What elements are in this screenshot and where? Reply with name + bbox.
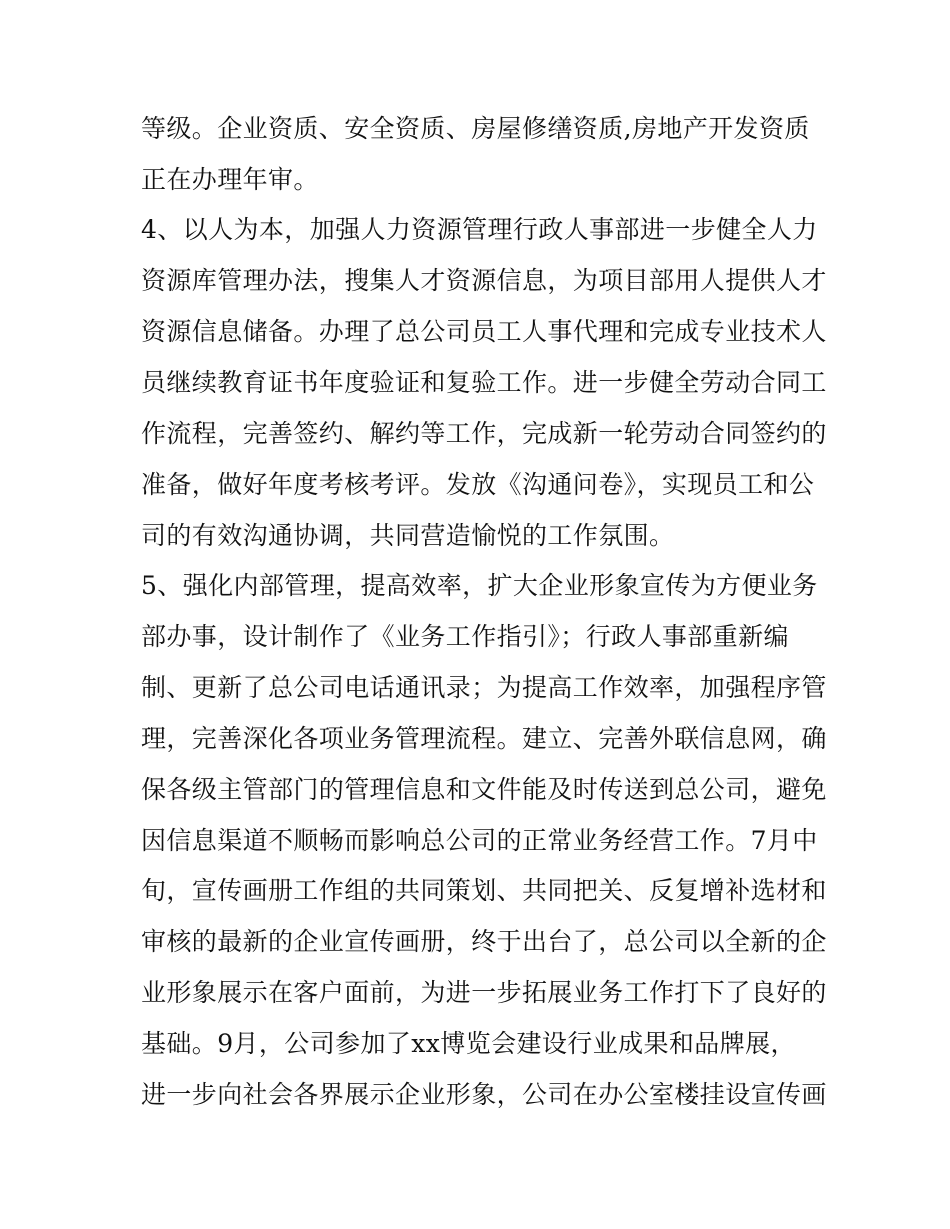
text-line: 进一步向社会各界展示企业形象，公司在办公室楼挂设宣传画 [141, 1080, 827, 1109]
text-line: 正在办理年审。 [141, 165, 319, 194]
text-line: 基础。9月，公司参加了xx博览会建设行业成果和品牌展， [141, 1029, 796, 1058]
text-line: 资源库管理办法，搜集人才资源信息，为项目部用人提供人才 [141, 266, 827, 295]
text-line: 部办事，设计制作了《业务工作指引》；行政人事部重新编 [141, 622, 789, 651]
text-line: 5、强化内部管理，提高效率，扩大企业形象宣传为方便业务 [141, 571, 818, 600]
text-line: 司的有效沟通协调，共同营造愉悦的工作氛围。 [141, 521, 675, 550]
text-line: 员继续教育证书年度验证和复验工作。进一步健全劳动合同工 [141, 368, 827, 397]
text-line: 理，完善深化各项业务管理流程。建立、完善外联信息网，确 [141, 724, 827, 753]
text-line: 作流程，完善签约、解约等工作，完成新一轮劳动合同签约的 [141, 419, 827, 448]
text-line: 保各级主管部门的管理信息和文件能及时传送到总公司，避免 [141, 775, 827, 804]
text-line: 资源信息储备。办理了总公司员工人事代理和完成专业技术人 [141, 317, 827, 346]
text-line: 因信息渠道不顺畅而影响总公司的正常业务经营工作。7月中 [141, 826, 818, 855]
text-line: 准备，做好年度考核考评。发放《沟通问卷》，实现员工和公 [141, 470, 815, 499]
text-line: 4、以人为本，加强人力资源管理行政人事部进一步健全人力 [141, 215, 818, 244]
text-line: 等级。企业资质、安全资质、房屋修缮资质,房地产开发资质 [141, 114, 810, 143]
text-line: 业形象展示在客户面前，为进一步拓展业务工作打下了良好的 [141, 978, 827, 1007]
text-line: 审核的最新的企业宣传画册，终于出台了，总公司以全新的企 [141, 927, 827, 956]
text-line: 制、更新了总公司电话通讯录；为提高工作效率，加强程序管 [141, 673, 827, 702]
text-line: 旬，宣传画册工作组的共同策划、共同把关、反复增补选材和 [141, 876, 827, 905]
